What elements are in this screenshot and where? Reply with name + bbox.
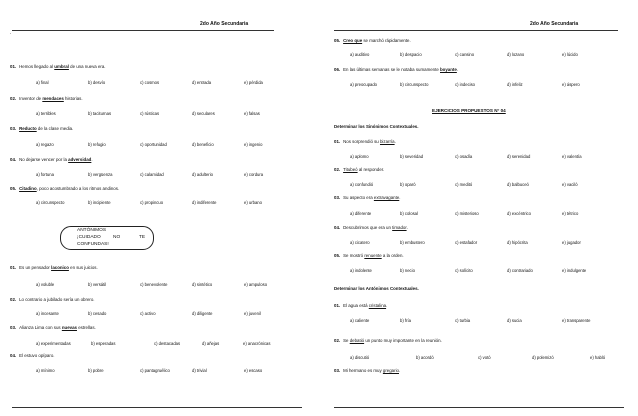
- option-e[interactable]: e) jugador: [562, 240, 581, 245]
- question-text-end: de la clase media.: [36, 126, 74, 131]
- option-c[interactable]: c) oportunidad: [140, 142, 167, 147]
- question-02: [10, 96, 83, 101]
- option-a[interactable]: a) confundió: [350, 182, 374, 187]
- synonym-question-04: [334, 225, 408, 230]
- question-keyword: boyante: [440, 67, 457, 72]
- question-keyword: Creo que: [343, 38, 363, 43]
- option-b[interactable]: b) severidad: [400, 154, 424, 159]
- question-text: Es un pensador: [19, 265, 52, 270]
- option-a[interactable]: a) indolente: [350, 268, 372, 273]
- question-text: Hemos llegado al: [19, 64, 55, 69]
- question-number: 04.: [334, 225, 341, 230]
- question-text-end: de una nueva era.: [68, 64, 106, 69]
- question-text: Inventor de: [19, 96, 43, 101]
- synonym-question-02: [334, 167, 384, 172]
- question-number: 05.: [334, 38, 341, 43]
- question-keyword: bizarría: [379, 139, 395, 144]
- option-b[interactable]: b) necio: [400, 268, 415, 273]
- option-c[interactable]: c) pantagruélico: [140, 368, 170, 373]
- question-text: El agua está: [343, 303, 369, 308]
- option-a[interactable]: a) mínimo: [36, 368, 55, 373]
- option-e[interactable]: e) indulgente: [562, 268, 587, 273]
- option-b[interactable]: b) refugio: [88, 142, 106, 147]
- warning-line-2: ¡CUIDADO: [77, 235, 101, 240]
- option-d[interactable]: d) adulterio: [192, 172, 213, 177]
- question-keyword: umbral: [54, 64, 69, 69]
- option-e[interactable]: e) anacrónicas: [243, 341, 271, 346]
- question-text-end: a la orden.: [381, 253, 404, 258]
- option-d[interactable]: d) hipócrita: [507, 240, 528, 245]
- question-keyword: gregario: [382, 368, 399, 373]
- synonym-question-05: [334, 253, 404, 258]
- antonym-question-01: [10, 265, 98, 270]
- question-text-end: .: [399, 368, 401, 373]
- question-text: Alianza Lima con sus: [19, 325, 62, 330]
- question-text-end: .: [406, 225, 408, 230]
- option-b[interactable]: b) oparó: [400, 182, 416, 187]
- option-e[interactable]: e) transparente: [562, 318, 591, 323]
- option-a[interactable]: a) discutió: [350, 355, 370, 360]
- option-d[interactable]: d) sintético: [192, 282, 213, 287]
- left-footer-rule: [12, 407, 302, 408]
- question-number: 01.: [10, 265, 17, 270]
- option-e[interactable]: e) habló: [590, 355, 606, 360]
- option-d[interactable]: d) sucia: [507, 318, 522, 323]
- option-d[interactable]: d) lozano: [507, 52, 525, 57]
- option-e[interactable]: e) urbano: [244, 200, 262, 205]
- question-number: 02.: [10, 96, 17, 101]
- option-a[interactable]: a) caliente: [350, 318, 370, 323]
- option-b[interactable]: b) fría: [400, 318, 411, 323]
- option-b[interactable]: b) taciturnas: [88, 111, 112, 116]
- question-text: Se: [343, 338, 350, 343]
- warning-no: NO: [113, 235, 121, 240]
- option-b[interactable]: b) incipiente: [88, 200, 111, 205]
- question-number: 03.: [334, 368, 341, 373]
- warning-te: TE: [139, 235, 146, 240]
- question-text: No dejarse vencer por la: [19, 157, 69, 162]
- option-e[interactable]: e) lúcido: [562, 52, 578, 57]
- question-keyword: adversidad: [68, 157, 92, 162]
- synonyms-title: Determinar los Sinónimos Contextuales.: [334, 124, 419, 129]
- right-page: [320, 0, 638, 416]
- option-d[interactable]: d) infeliz: [507, 82, 523, 87]
- question-number: 02.: [10, 297, 17, 302]
- option-c[interactable]: c) destacadas: [154, 341, 181, 346]
- option-d[interactable]: d) excéntrico: [507, 211, 531, 216]
- option-e[interactable]: e) vaciló: [562, 182, 578, 187]
- option-b[interactable]: b) versátil: [88, 282, 107, 287]
- question-text: Su aspecto era: [343, 195, 374, 200]
- option-e[interactable]: e) valentía: [562, 154, 582, 159]
- left-page: [0, 0, 318, 416]
- antonym-question-03: [10, 325, 96, 330]
- warning-line-3: CONFUNDAS!: [77, 242, 109, 247]
- question-keyword: Titubeó: [343, 167, 358, 172]
- option-d[interactable]: d) añejas: [202, 341, 220, 346]
- question-text-end: .: [456, 67, 459, 72]
- option-e[interactable]: e) juvenil: [244, 311, 261, 316]
- option-e[interactable]: e) pérdida: [244, 80, 263, 85]
- synonym-question-01: [334, 139, 396, 144]
- question-text: Lo contrario a jubilado sería un obrero.: [19, 297, 95, 302]
- antonym-question-02: [10, 297, 95, 302]
- option-c[interactable]: c) calamidad: [140, 172, 164, 177]
- question-text: Descubrimos que era un: [343, 225, 393, 230]
- warning-line-1: ANTÓNIMOS: [77, 228, 107, 233]
- option-c[interactable]: c) cosmos: [140, 80, 160, 85]
- option-b[interactable]: b) circunspecto: [400, 82, 429, 87]
- option-c[interactable]: c) rústicas: [140, 111, 160, 116]
- question-keyword: timador: [392, 225, 407, 230]
- option-e[interactable]: e) falsas: [244, 111, 260, 116]
- question-keyword: mendaces: [42, 96, 64, 101]
- option-c[interactable]: c) misterioso: [455, 211, 479, 216]
- question-number: 01.: [10, 64, 17, 69]
- question-05: [10, 186, 119, 191]
- option-a[interactable]: a) diferente: [350, 211, 372, 216]
- right-header: 2do Año Secundaria: [530, 21, 579, 27]
- option-e[interactable]: e) ingenio: [244, 142, 263, 147]
- option-b[interactable]: b) pobre: [88, 368, 104, 373]
- question-text-end: .: [399, 195, 401, 200]
- antonym-question-01: [334, 303, 387, 308]
- option-c[interactable]: c) votó: [478, 355, 491, 360]
- option-d[interactable]: d) balbuceó: [507, 182, 529, 187]
- right-footer-rule: [334, 407, 624, 408]
- question-number: 05.: [334, 253, 341, 258]
- option-c[interactable]: c) estafador: [455, 240, 478, 245]
- option-b[interactable]: b) esperadas: [91, 341, 116, 346]
- option-b[interactable]: b) cesado: [88, 311, 107, 316]
- question-04: [10, 157, 93, 162]
- option-b[interactable]: b) acordó: [416, 355, 434, 360]
- question-number: 01.: [334, 139, 341, 144]
- question-text-end: .: [91, 157, 93, 162]
- question-keyword: renuente: [364, 253, 382, 258]
- left-dot: .: [10, 30, 12, 36]
- question-number: 04.: [10, 353, 17, 358]
- option-b[interactable]: b) colosal: [400, 211, 418, 216]
- option-e[interactable]: e) áspero: [562, 82, 580, 87]
- option-a[interactable]: a) aplomo: [350, 154, 369, 159]
- option-a[interactable]: a) preocupado: [350, 82, 378, 87]
- option-d[interactable]: d) diligente: [192, 311, 213, 316]
- question-text-end: .: [394, 139, 396, 144]
- question-number: 03.: [334, 195, 341, 200]
- option-c[interactable]: c) solícito: [455, 268, 473, 273]
- synonym-question-03: [334, 195, 401, 200]
- question-text-end: se marchó rápidamente.: [362, 38, 411, 43]
- option-e[interactable]: e) tétrico: [562, 211, 579, 216]
- option-b[interactable]: b) vergüenza: [88, 172, 113, 177]
- option-a[interactable]: a) auditivo: [350, 52, 370, 57]
- option-a[interactable]: a) fortuna: [36, 172, 54, 177]
- antonym-question-03: [334, 368, 400, 373]
- question-01: [10, 64, 106, 69]
- option-a[interactable]: a) incesante: [36, 311, 59, 316]
- option-a[interactable]: a) regazo: [36, 142, 54, 147]
- question-text: El estuvo opíparo.: [19, 353, 55, 358]
- antonyms-warning-box: [60, 226, 154, 250]
- question-05: [334, 38, 411, 43]
- option-a[interactable]: a) circunspecto: [36, 200, 65, 205]
- right-header-rule: [334, 30, 618, 31]
- option-a[interactable]: a) cicatero: [350, 240, 370, 245]
- option-d[interactable]: d) seculares: [192, 111, 215, 116]
- question-keyword: nuevas: [61, 325, 77, 330]
- option-a[interactable]: a) experimentadas: [36, 341, 71, 346]
- antonym-question-02: [334, 338, 442, 343]
- left-header: 2do Año Secundaria: [200, 21, 249, 27]
- section-title: EJERCICIOS PROPUESTOS N° 04: [432, 108, 506, 113]
- question-text-end: , poco acostumbrado a los ritmos andinos.: [36, 186, 120, 191]
- question-number: 06.: [334, 67, 341, 72]
- option-e[interactable]: e) escaso: [244, 368, 263, 373]
- question-text: Mi hermano es muy: [343, 368, 383, 373]
- option-e[interactable]: e) cordura: [244, 172, 264, 177]
- question-keyword: debatió: [349, 338, 365, 343]
- question-number: 02.: [334, 167, 341, 172]
- option-c[interactable]: c) osadía: [455, 154, 473, 159]
- question-keyword: Citadino: [19, 186, 37, 191]
- question-06: [334, 67, 458, 72]
- question-03: [10, 126, 73, 131]
- option-b[interactable]: b) desvío: [88, 80, 106, 85]
- question-text: En las últimas semanas se le notaba sumamente: [343, 67, 440, 72]
- left-header-rule: [12, 30, 274, 31]
- option-e[interactable]: e) ampuloso: [244, 282, 268, 287]
- question-text-end: un punto muy importante en la reunión.: [364, 338, 442, 343]
- question-keyword: extravagante: [373, 195, 400, 200]
- option-d[interactable]: d) entrada: [192, 80, 212, 85]
- question-keyword: Reducto: [19, 126, 37, 131]
- option-c[interactable]: c) turbia: [455, 318, 471, 323]
- option-d[interactable]: d) polemizó: [532, 355, 554, 360]
- question-number: 04.: [10, 157, 17, 162]
- question-number: 01.: [334, 303, 341, 308]
- question-text-end: estrellas.: [76, 325, 96, 330]
- option-a[interactable]: a) final: [36, 80, 49, 85]
- question-keyword: laconico: [51, 265, 69, 270]
- option-a[interactable]: a) terribles: [36, 111, 56, 116]
- option-b[interactable]: b) embustero: [400, 240, 425, 245]
- antonyms-title: Determinar los Antónimos Contextuales.: [334, 286, 419, 291]
- question-number: 03.: [10, 325, 17, 330]
- question-text-end: .: [386, 303, 388, 308]
- option-c[interactable]: c) indeciso: [455, 82, 476, 87]
- option-b[interactable]: b) despacio: [400, 52, 422, 57]
- option-c[interactable]: c) benevolente: [140, 282, 168, 287]
- option-c[interactable]: c) cansino: [455, 52, 475, 57]
- option-c[interactable]: c) meditó: [455, 182, 473, 187]
- option-d[interactable]: d) beneficio: [192, 142, 214, 147]
- question-text: Se mostró: [343, 253, 365, 258]
- option-d[interactable]: d) serenidad: [507, 154, 531, 159]
- question-number: 05.: [10, 186, 17, 191]
- question-keyword: cristalina: [368, 303, 387, 308]
- question-text-end: al responder.: [357, 167, 385, 172]
- option-d[interactable]: d) trivial: [192, 368, 207, 373]
- option-c[interactable]: c) propincuo: [140, 200, 164, 205]
- question-number: 03.: [10, 126, 17, 131]
- question-text: Nos sorprendió su: [343, 139, 380, 144]
- option-a[interactable]: a) voluble: [36, 282, 55, 287]
- question-text-end: historias.: [63, 96, 83, 101]
- question-number: 02.: [334, 338, 341, 343]
- antonym-question-04: [10, 353, 55, 358]
- question-text-end: en sus juicios.: [68, 265, 98, 270]
- option-d[interactable]: d) indiferente: [192, 200, 217, 205]
- option-c[interactable]: c) activo: [140, 311, 156, 316]
- option-d[interactable]: d) contrariado: [507, 268, 533, 273]
